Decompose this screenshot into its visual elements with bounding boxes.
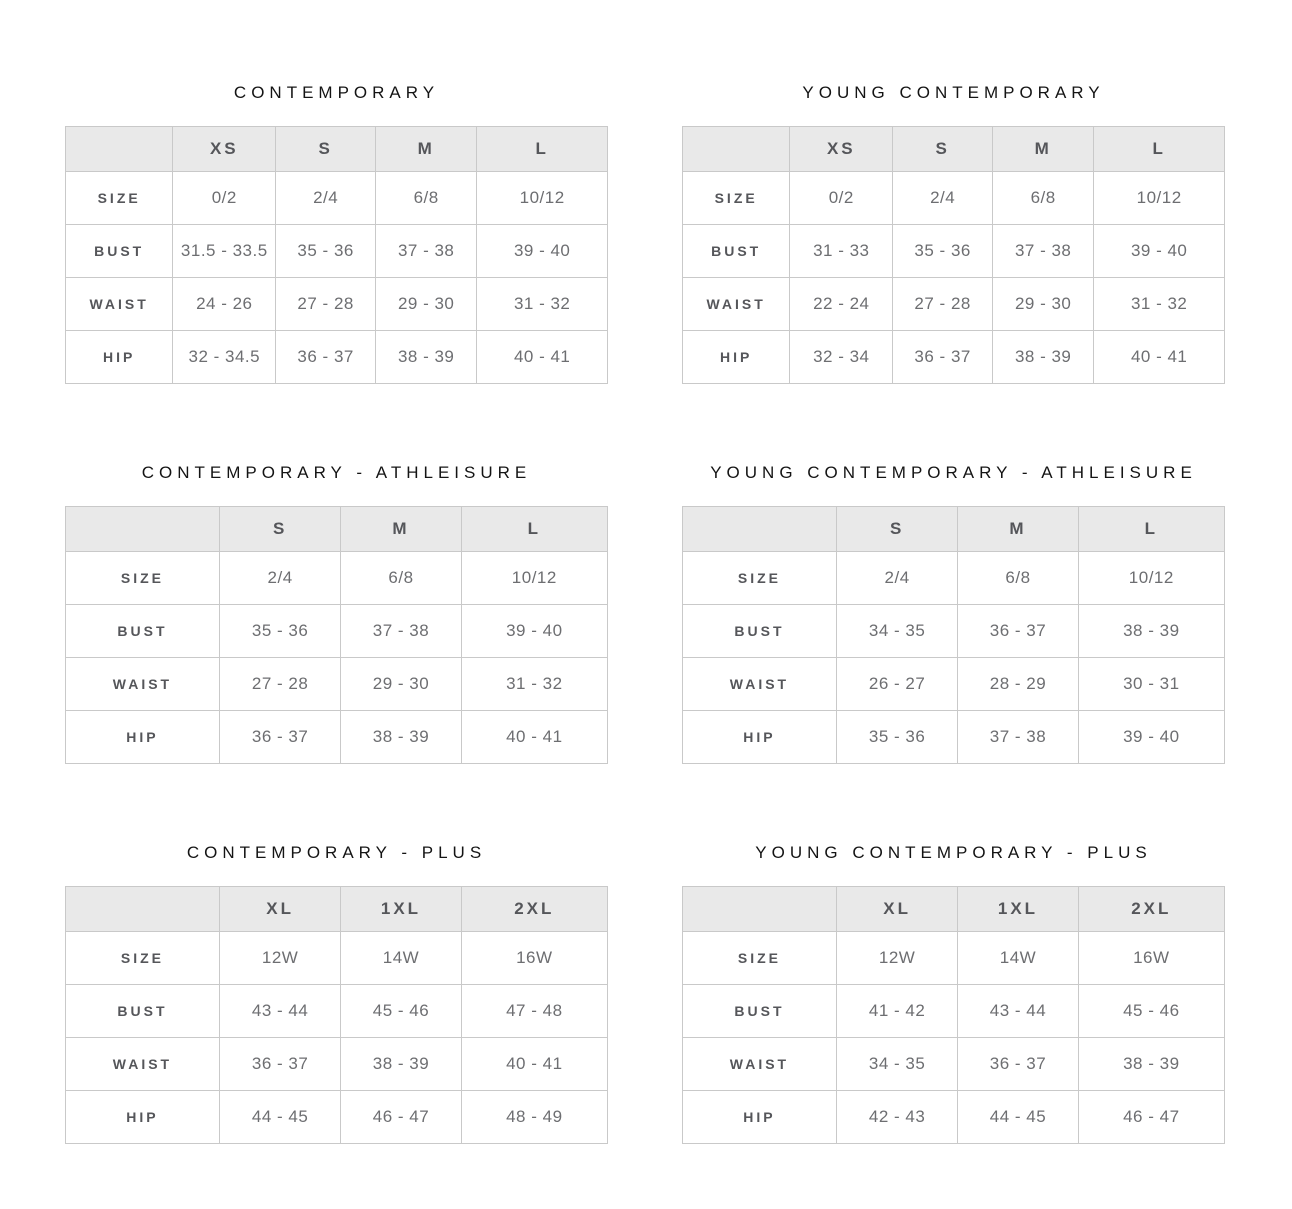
row-label: HIP bbox=[683, 711, 837, 764]
size-value-cell: 27 - 28 bbox=[893, 278, 993, 331]
size-value-cell: 39 - 40 bbox=[1078, 711, 1224, 764]
row-label: WAIST bbox=[683, 1038, 837, 1091]
table-row-hip bbox=[66, 331, 608, 384]
size-value-cell: 36 - 37 bbox=[958, 605, 1078, 658]
header-row bbox=[683, 887, 1225, 932]
size-chart-section-young-contemporary-athleisure bbox=[682, 463, 1225, 764]
size-value-cell: 35 - 36 bbox=[276, 225, 376, 278]
size-value-cell: 45 - 46 bbox=[1078, 985, 1224, 1038]
size-value-cell: 2/4 bbox=[893, 172, 993, 225]
size-value-cell: 39 - 40 bbox=[477, 225, 608, 278]
size-value-cell: 44 - 45 bbox=[219, 1091, 340, 1144]
size-chart-section-young-contemporary-plus bbox=[682, 843, 1225, 1144]
size-value-cell: 35 - 36 bbox=[836, 711, 957, 764]
table-row-bust bbox=[683, 225, 1225, 278]
table-row-bust bbox=[66, 985, 608, 1038]
size-chart-title: YOUNG CONTEMPORARY - PLUS bbox=[755, 843, 1152, 862]
size-value-cell: 10/12 bbox=[477, 172, 608, 225]
size-chart-table-young-contemporary-athleisure bbox=[682, 506, 1225, 764]
size-value-cell: 0/2 bbox=[173, 172, 276, 225]
column-header-2xl: 2XL bbox=[461, 887, 607, 932]
size-chart-section-contemporary-plus bbox=[65, 843, 608, 1144]
table-row-hip bbox=[683, 711, 1225, 764]
size-value-cell: 39 - 40 bbox=[1094, 225, 1225, 278]
size-value-cell: 0/2 bbox=[790, 172, 893, 225]
table-row-size bbox=[683, 172, 1225, 225]
column-header-xs: XS bbox=[173, 127, 276, 172]
size-chart-table-young-contemporary-plus bbox=[682, 886, 1225, 1144]
size-value-cell: 27 - 28 bbox=[219, 658, 340, 711]
size-value-cell: 40 - 41 bbox=[461, 1038, 607, 1091]
size-chart-title: YOUNG CONTEMPORARY bbox=[802, 83, 1105, 102]
row-label: BUST bbox=[66, 225, 173, 278]
column-header-m: M bbox=[993, 127, 1094, 172]
size-value-cell: 35 - 36 bbox=[219, 605, 340, 658]
size-value-cell: 44 - 45 bbox=[958, 1091, 1078, 1144]
size-value-cell: 38 - 39 bbox=[376, 331, 477, 384]
table-row-waist bbox=[66, 1038, 608, 1091]
column-header-s: S bbox=[836, 507, 957, 552]
column-header-s: S bbox=[219, 507, 340, 552]
size-value-cell: 42 - 43 bbox=[836, 1091, 957, 1144]
size-value-cell: 40 - 41 bbox=[477, 331, 608, 384]
table-row-size bbox=[66, 172, 608, 225]
column-header-l: L bbox=[477, 127, 608, 172]
size-value-cell: 37 - 38 bbox=[958, 711, 1078, 764]
size-value-cell: 6/8 bbox=[958, 552, 1078, 605]
table-row-hip bbox=[683, 1091, 1225, 1144]
size-value-cell: 28 - 29 bbox=[958, 658, 1078, 711]
column-header-blank bbox=[66, 127, 173, 172]
size-value-cell: 31 - 32 bbox=[461, 658, 607, 711]
size-chart-table-young-contemporary bbox=[682, 126, 1225, 384]
table-row-size bbox=[66, 932, 608, 985]
size-value-cell: 16W bbox=[461, 932, 607, 985]
size-value-cell: 16W bbox=[1078, 932, 1224, 985]
row-label: HIP bbox=[683, 1091, 837, 1144]
column-header-blank bbox=[683, 887, 837, 932]
column-header-xl: XL bbox=[836, 887, 957, 932]
column-header-1xl: 1XL bbox=[341, 887, 461, 932]
table-row-bust bbox=[66, 225, 608, 278]
size-chart-section-young-contemporary bbox=[682, 83, 1225, 384]
column-header-l: L bbox=[1094, 127, 1225, 172]
size-value-cell: 29 - 30 bbox=[376, 278, 477, 331]
size-value-cell: 34 - 35 bbox=[836, 1038, 957, 1091]
row-label: HIP bbox=[66, 711, 220, 764]
size-chart-section-contemporary bbox=[65, 83, 608, 384]
size-value-cell: 45 - 46 bbox=[341, 985, 461, 1038]
row-label: SIZE bbox=[683, 932, 837, 985]
size-value-cell: 46 - 47 bbox=[1078, 1091, 1224, 1144]
size-chart-title: CONTEMPORARY bbox=[233, 83, 440, 102]
column-header-l: L bbox=[1078, 507, 1224, 552]
row-label: SIZE bbox=[683, 552, 837, 605]
column-header-2xl: 2XL bbox=[1078, 887, 1224, 932]
column-header-1xl: 1XL bbox=[958, 887, 1078, 932]
size-value-cell: 14W bbox=[341, 932, 461, 985]
size-chart-table-contemporary bbox=[65, 126, 608, 384]
size-value-cell: 40 - 41 bbox=[1094, 331, 1225, 384]
size-value-cell: 12W bbox=[219, 932, 340, 985]
table-row-size bbox=[683, 552, 1225, 605]
table-row-waist bbox=[683, 278, 1225, 331]
row-label: WAIST bbox=[66, 658, 220, 711]
size-value-cell: 38 - 39 bbox=[341, 711, 461, 764]
table-row-hip bbox=[683, 331, 1225, 384]
table-row-bust bbox=[66, 605, 608, 658]
size-value-cell: 34 - 35 bbox=[836, 605, 957, 658]
size-value-cell: 10/12 bbox=[1078, 552, 1224, 605]
row-label: SIZE bbox=[683, 172, 790, 225]
table-row-waist bbox=[683, 658, 1225, 711]
table-row-bust bbox=[683, 985, 1225, 1038]
row-label: BUST bbox=[683, 225, 790, 278]
size-value-cell: 10/12 bbox=[461, 552, 607, 605]
size-value-cell: 37 - 38 bbox=[376, 225, 477, 278]
header-row bbox=[683, 507, 1225, 552]
table-row-size bbox=[66, 552, 608, 605]
size-value-cell: 31 - 32 bbox=[477, 278, 608, 331]
size-value-cell: 10/12 bbox=[1094, 172, 1225, 225]
column-header-m: M bbox=[958, 507, 1078, 552]
row-label: BUST bbox=[66, 985, 220, 1038]
size-chart-title: CONTEMPORARY - PLUS bbox=[186, 843, 487, 862]
header-row bbox=[683, 127, 1225, 172]
size-value-cell: 2/4 bbox=[836, 552, 957, 605]
table-row-waist bbox=[66, 278, 608, 331]
row-label: SIZE bbox=[66, 172, 173, 225]
size-value-cell: 27 - 28 bbox=[276, 278, 376, 331]
header-row bbox=[66, 887, 608, 932]
size-value-cell: 30 - 31 bbox=[1078, 658, 1224, 711]
size-value-cell: 14W bbox=[958, 932, 1078, 985]
size-value-cell: 35 - 36 bbox=[893, 225, 993, 278]
size-chart-title: YOUNG CONTEMPORARY - ATHLEISURE bbox=[710, 463, 1197, 482]
column-header-blank bbox=[66, 887, 220, 932]
size-value-cell: 37 - 38 bbox=[341, 605, 461, 658]
size-value-cell: 39 - 40 bbox=[461, 605, 607, 658]
size-value-cell: 24 - 26 bbox=[173, 278, 276, 331]
size-value-cell: 22 - 24 bbox=[790, 278, 893, 331]
column-header-xs: XS bbox=[790, 127, 893, 172]
table-row-waist bbox=[66, 658, 608, 711]
size-value-cell: 31.5 - 33.5 bbox=[173, 225, 276, 278]
size-value-cell: 38 - 39 bbox=[341, 1038, 461, 1091]
size-value-cell: 47 - 48 bbox=[461, 985, 607, 1038]
size-chart-title: CONTEMPORARY - ATHLEISURE bbox=[141, 463, 532, 482]
size-value-cell: 38 - 39 bbox=[1078, 1038, 1224, 1091]
row-label: WAIST bbox=[683, 658, 837, 711]
size-value-cell: 2/4 bbox=[219, 552, 340, 605]
size-value-cell: 36 - 37 bbox=[276, 331, 376, 384]
row-label: WAIST bbox=[683, 278, 790, 331]
size-value-cell: 29 - 30 bbox=[993, 278, 1094, 331]
column-header-blank bbox=[683, 127, 790, 172]
size-value-cell: 37 - 38 bbox=[993, 225, 1094, 278]
size-value-cell: 38 - 39 bbox=[993, 331, 1094, 384]
table-row-bust bbox=[683, 605, 1225, 658]
size-value-cell: 31 - 32 bbox=[1094, 278, 1225, 331]
row-label: HIP bbox=[66, 331, 173, 384]
table-row-hip bbox=[66, 1091, 608, 1144]
column-header-s: S bbox=[276, 127, 376, 172]
size-chart-table-contemporary-athleisure bbox=[65, 506, 608, 764]
size-value-cell: 29 - 30 bbox=[341, 658, 461, 711]
size-value-cell: 12W bbox=[836, 932, 957, 985]
row-label: WAIST bbox=[66, 278, 173, 331]
size-value-cell: 41 - 42 bbox=[836, 985, 957, 1038]
row-label: WAIST bbox=[66, 1038, 220, 1091]
size-value-cell: 6/8 bbox=[376, 172, 477, 225]
size-chart-section-contemporary-athleisure bbox=[65, 463, 608, 764]
header-row bbox=[66, 127, 608, 172]
column-header-m: M bbox=[341, 507, 461, 552]
size-value-cell: 31 - 33 bbox=[790, 225, 893, 278]
column-header-s: S bbox=[893, 127, 993, 172]
column-header-l: L bbox=[461, 507, 607, 552]
column-header-m: M bbox=[376, 127, 477, 172]
row-label: SIZE bbox=[66, 932, 220, 985]
size-value-cell: 6/8 bbox=[341, 552, 461, 605]
size-value-cell: 6/8 bbox=[993, 172, 1094, 225]
size-value-cell: 32 - 34 bbox=[790, 331, 893, 384]
column-header-blank bbox=[683, 507, 837, 552]
row-label: HIP bbox=[683, 331, 790, 384]
size-value-cell: 46 - 47 bbox=[341, 1091, 461, 1144]
row-label: HIP bbox=[66, 1091, 220, 1144]
column-header-xl: XL bbox=[219, 887, 340, 932]
table-row-size bbox=[683, 932, 1225, 985]
size-value-cell: 38 - 39 bbox=[1078, 605, 1224, 658]
size-value-cell: 36 - 37 bbox=[219, 711, 340, 764]
table-row-waist bbox=[683, 1038, 1225, 1091]
row-label: BUST bbox=[683, 605, 837, 658]
size-value-cell: 36 - 37 bbox=[219, 1038, 340, 1091]
row-label: BUST bbox=[66, 605, 220, 658]
size-value-cell: 2/4 bbox=[276, 172, 376, 225]
row-label: BUST bbox=[683, 985, 837, 1038]
size-value-cell: 36 - 37 bbox=[893, 331, 993, 384]
size-value-cell: 40 - 41 bbox=[461, 711, 607, 764]
size-value-cell: 26 - 27 bbox=[836, 658, 957, 711]
size-value-cell: 36 - 37 bbox=[958, 1038, 1078, 1091]
size-value-cell: 43 - 44 bbox=[958, 985, 1078, 1038]
size-value-cell: 48 - 49 bbox=[461, 1091, 607, 1144]
size-value-cell: 32 - 34.5 bbox=[173, 331, 276, 384]
size-value-cell: 43 - 44 bbox=[219, 985, 340, 1038]
table-row-hip bbox=[66, 711, 608, 764]
size-chart-table-contemporary-plus bbox=[65, 886, 608, 1144]
column-header-blank bbox=[66, 507, 220, 552]
header-row bbox=[66, 507, 608, 552]
row-label: SIZE bbox=[66, 552, 220, 605]
